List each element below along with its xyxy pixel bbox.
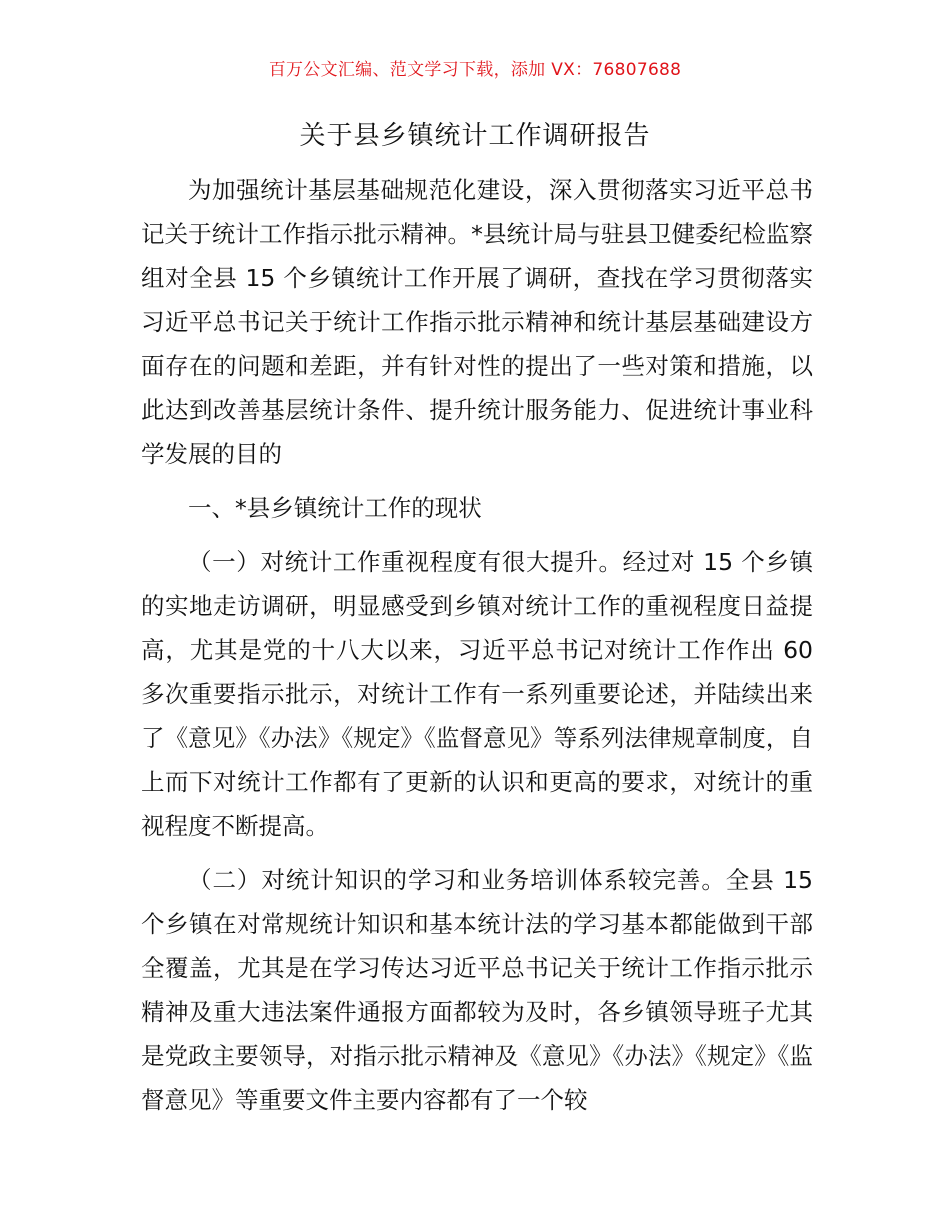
paragraph-item-2: （二）对统计知识的学习和业务培训体系较完善。全县 15 个乡镇在对常规统计知识和基本统计法的学习基本都能做到干部全覆盖，尤其是在学习传达习近平总书记关于统计工作指示批示精神及重大违法案件通报方面都较为及时，各乡镇领导班子尤其是党政主要领导，对指示批示精神及《意见》《办法》《规定》《监督意见》等重要文件主要内容都有了一个较 [141, 866, 813, 1114]
document-title: 关于县乡镇统计工作调研报告 [299, 121, 651, 151]
section-heading-1: 一、*县乡镇统计工作的现状 [188, 494, 482, 522]
paragraph-item-1: （一）对统计工作重视程度有很大提升。经过对 15 个乡镇的实地走访调研，明显感受到乡镇对统计工作的重视程度日益提高，尤其是党的十八大以来，习近平总书记对统计工作作出 60 多次重要指示批示，对统计工作有一系列重要论述，并陆续出来了《意见》《办法》《规定》《监督意见》等系列法律规章制度，自上而下对统计工作都有了更新的认识和更高的要求，对统计的重视程度不断提高。 [141, 548, 813, 840]
paragraph-intro: 为加强统计基层基础规范化建设，深入贯彻落实习近平总书记关于统计工作指示批示精神。*县统计局与驻县卫健委纪检监察组对全县 15 个乡镇统计工作开展了调研，查找在学习贯彻落实习近平总书记关于统计工作指示批示精神和统计基层基础建设方面存在的问题和差距，并有针对性的提出了一些对策和措施，以此达到改善基层统计条件、提升统计服务能力、促进统计事业科学发展的目的 [141, 176, 813, 468]
header-banner: 百万公文汇编、范文学习下载，添加 VX：76807688 [268, 60, 682, 80]
document-body [141, 168, 813, 1122]
